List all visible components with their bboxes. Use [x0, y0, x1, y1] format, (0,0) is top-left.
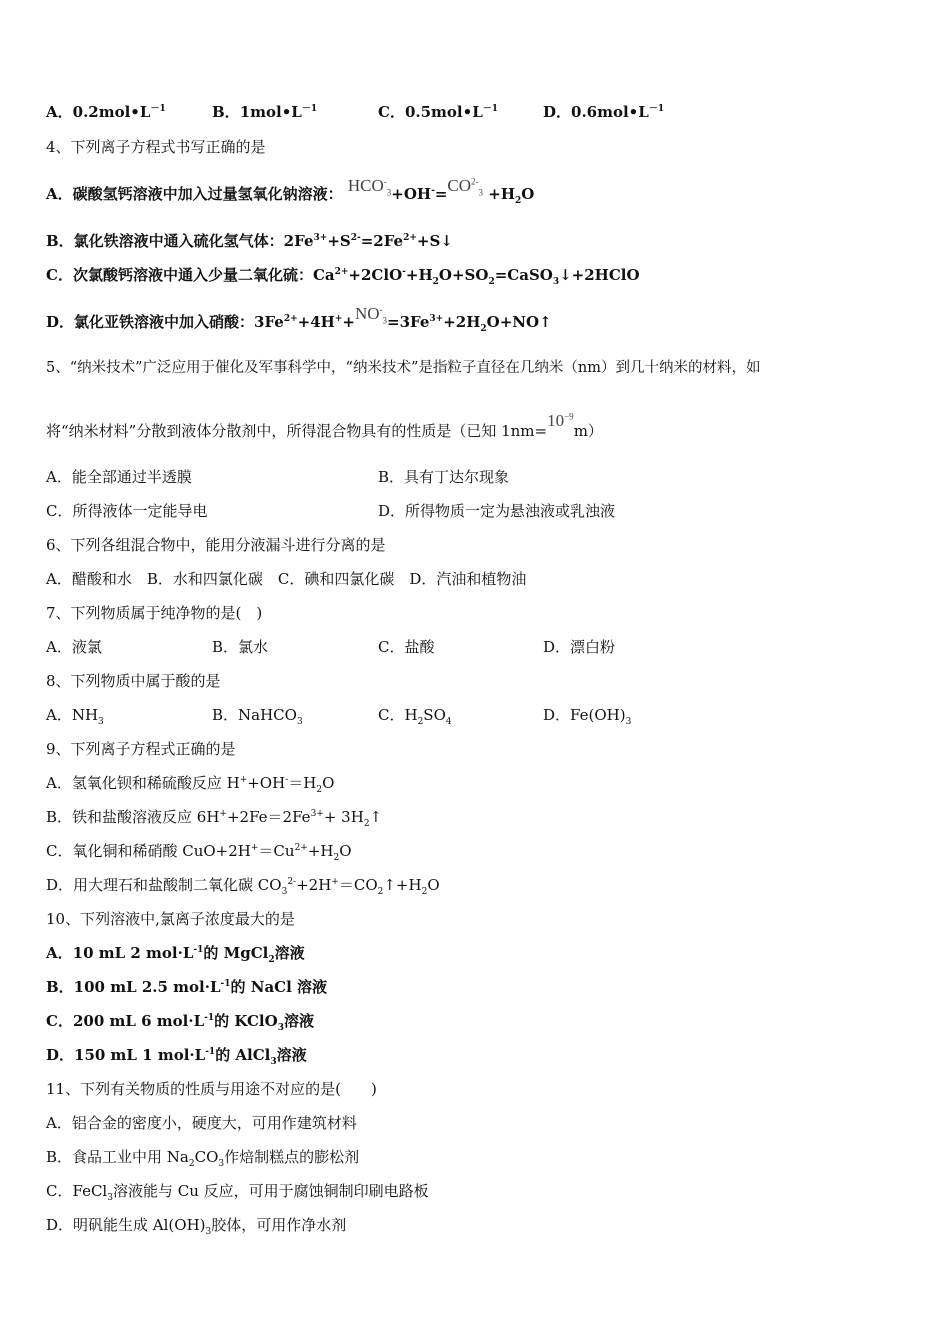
q10-option-b: B．100 mL 2.5 $mol\cdot L^{-1}$的 NaCl 溶液 [46, 978, 328, 996]
q11-option-d: D．明矾能生成 $Al(OH)_3$胶体，可用作净水剂 [46, 1216, 347, 1237]
q11-option-c: C．FeCl$_3$溶液能与 Cu 反应，可用于腐蚀铜制印刷电路板 [46, 1182, 429, 1203]
q5-option-d: D．所得物质一定为悬浊液或乳浊液 [378, 502, 616, 520]
q10-option-a: A．10 mL 2 $mol\cdot L^{-1}$的 MgCl$_2$溶液 [46, 944, 305, 965]
q6-options: A．醋酸和水 B．水和四氯化碳 C．碘和四氯化碳 D．汽油和植物油 [46, 570, 527, 588]
q7-stem: 7、下列物质属于纯净物的是( ) [46, 604, 263, 622]
q9-option-d: D．用大理石和盐酸制二氧化碳 $CO_3^{2-}+2H^+=CO_2↑+H_2O$ [46, 876, 440, 897]
q11-stem: 11、下列有关物质的性质与用途不对应的是( ) [46, 1080, 377, 1098]
q9-option-c: C．氧化铜和稀硝酸 $CuO+2H^+=Cu^{2+}+H_2O$ [46, 842, 352, 863]
q10-option-d: D．150 mL 1 $mol\cdot L^{-1}$的 AlCl$_3$溶液 [46, 1046, 307, 1067]
q4-option-d: D．氯化亚铁溶液中加入硝酸：$3Fe^{2+}+4H^++NO^-_3=3Fe^{3+}+2H_2O+NO↑$ [46, 304, 552, 334]
co3-formula: $CO^{2-}_3$ [447, 176, 484, 198]
q10-stem: 10、下列溶液中,氯离子浓度最大的是 [46, 910, 295, 928]
q6-stem: 6、下列各组混合物中，能用分液漏斗进行分离的是 [46, 536, 386, 554]
q11-option-b: B．食品工业中用 $Na_2CO_3$作焙制糕点的膨松剂 [46, 1148, 360, 1169]
q5-stem-2: 将“纳米材料”分散到液体分散剂中，所得混合物具有的性质是（已知 $1nm=10^{-9}m$） [46, 411, 603, 440]
q4-option-a: A．碳酸氢钙溶液中加入过量氢氧化钠溶液： $HCO^-_3+OH^-=CO^{2-}_3 +H_2O$ [46, 176, 535, 206]
q7-option-a: A．液氯 [46, 638, 102, 656]
q3-option-a: A．$0.2mol•L^{-1}$ [46, 103, 166, 121]
q8-stem: 8、下列物质中属于酸的是 [46, 672, 221, 690]
q3-option-c: C．$0.5mol•L^{-1}$ [378, 103, 499, 121]
no3-formula: $NO^-_3$ [354, 304, 388, 326]
q7-option-c: C．盐酸 [378, 638, 435, 656]
q8-option-c: C．$H_2SO_4$ [378, 706, 452, 727]
q5-option-a: A．能全部通过半透膜 [46, 468, 192, 486]
hco3-formula: $HCO^-_3$ [347, 176, 392, 198]
q7-option-d: D．漂白粉 [543, 638, 616, 656]
q4-option-b: B．氯化铁溶液中通入硫化氢气体：$2Fe^{3+}+S^{2-}=2Fe^{2+}+S↓$ [46, 232, 453, 250]
q8-option-d: D．$Fe(OH)_3$ [543, 706, 632, 727]
q3-option-b: B．$1mol•L^{-1}$ [212, 103, 318, 121]
q9-option-b: B．铁和盐酸溶液反应 $6H^++2Fe=2Fe^{3+}+$ $3H_2↑$ [46, 808, 383, 829]
q8-option-a: A．$NH_3$ [46, 706, 104, 727]
q5-option-b: B．具有丁达尔现象 [378, 468, 510, 486]
q11-option-a: A．铝合金的密度小，硬度大，可用作建筑材料 [46, 1114, 357, 1132]
q5-option-c: C．所得液体一定能导电 [46, 502, 208, 520]
q4-stem: 4、下列离子方程式书写正确的是 [46, 138, 266, 156]
q9-stem: 9、下列离子方程式正确的是 [46, 740, 236, 758]
q5-stem-1: 5、“纳米技术”广泛应用于催化及军事科学中，“纳米技术”是指粒子直径在几纳米（nm）到几十纳米的材料，如 [46, 360, 761, 376]
q10-option-c: C．200 mL 6 $mol\cdot L^{-1}$的 KClO$_3$溶液 [46, 1012, 314, 1033]
ten-power-formula: $10^{-9}$ [547, 411, 574, 430]
q3-option-d: D．$0.6mol•L^{-1}$ [543, 103, 665, 121]
q4-option-c: C．次氯酸钙溶液中通入少量二氧化硫：$Ca^{2+}+2ClO^-+H_2O+SO_2=CaSO_3↓+2HClO$ [46, 266, 640, 287]
q9-option-a: A．氢氧化钡和稀硫酸反应 $H^++OH^-=H_2O$ [46, 774, 335, 795]
q7-option-b: B．氯水 [212, 638, 269, 656]
q8-option-b: B．NaHCO$_3$ [212, 706, 303, 727]
